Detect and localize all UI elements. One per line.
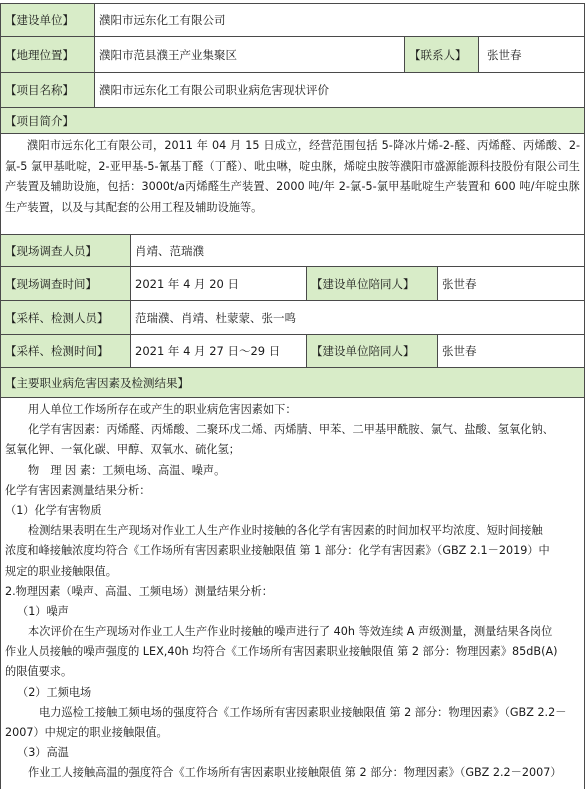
- result-line: 规定的职业接触限值。: [5, 564, 117, 578]
- contact-label: 【联系人】: [404, 37, 478, 72]
- result-line: 检测结果表明在生产现场对作业工人生产作业时接触的各化学有害因素的时间加权平均浓度、短时间接触: [28, 524, 543, 538]
- results-body: [0, 397, 585, 789]
- project-value: 濮阳市远东化工有限公司职业病危害现状评价: [94, 73, 585, 107]
- survey-time-label: 【现场调查时间】: [0, 267, 130, 300]
- intro-body: [0, 133, 585, 234]
- result-line: 用人单位工作场所存在或产生的职业病危害因素如下：: [28, 403, 297, 416]
- result-line: （1）噪声: [17, 604, 69, 618]
- sampling-staff-value: 范瑞濮、肖靖、杜蒙蒙、张一鸣: [130, 301, 585, 334]
- row-sampling-staff: [0, 300, 585, 334]
- location-label: 【地理位置】: [0, 37, 94, 72]
- project-label: 【项目名称】: [0, 73, 94, 107]
- row-survey-time: [0, 266, 585, 300]
- result-line: 本次评价在生产现场对作业工人生产作业时接触的噪声进行了 40h 等效连续 A 声级测量，测量结果各岗位: [28, 625, 553, 639]
- result-line: 浓度和峰接触浓度均符合《工作场所有害因素职业接触限值 第 1 部分：化学有害因素》（GBZ 2.1－2019）中: [5, 544, 550, 558]
- sampling-escort-value: 张世春: [437, 335, 585, 367]
- survey-escort-label: 【建设单位陪同人】: [306, 267, 437, 300]
- contact-value: 张世春: [478, 37, 585, 72]
- builder-value: 濮阳市远东化工有限公司: [94, 4, 585, 36]
- survey-escort-value: 张世春: [437, 267, 585, 300]
- sampling-staff-label: 【采样、检测人员】: [0, 301, 130, 334]
- result-line: 化学有害因素测量结果分析：: [5, 483, 151, 497]
- result-line: 作业人员接触的噪声强度的 LEX,40h 均符合《工作场所有害因素职业接触限值 第 2 部分：物理因素》85dB(A): [5, 645, 558, 659]
- result-line: 氢氧化钾、一氧化碳、甲醇、双氧水、硫化氢；: [5, 443, 240, 457]
- result-line: 的限值要求。: [5, 665, 73, 679]
- result-line: （2）工频电场: [17, 685, 92, 699]
- result-line: 化学有害因素：丙烯醛、丙烯酸、二聚环戊二烯、丙烯腈、甲苯、二甲基甲酰胺、氯气、盐酸、氢氧化钠、: [28, 423, 554, 437]
- sampling-escort-label: 【建设单位陪同人】: [306, 335, 437, 367]
- result-line: 2.物理因素（噪声、高温、工频电场）测量结果分析：: [5, 584, 273, 598]
- result-line: 2007）中规定的职业接触限值。: [5, 726, 168, 739]
- survey-time-value: 2021 年 4 月 20 日: [130, 267, 306, 300]
- result-line: 电力巡检工接触工频电场的强度符合《工作场所有害因素职业接触限值 第 2 部分：物理因素》（GBZ 2.2－: [39, 705, 567, 719]
- row-location: [0, 36, 585, 72]
- row-project: [0, 72, 585, 107]
- results-label: 【主要职业病危害因素及检测结果】: [0, 368, 585, 397]
- result-line: （3）高温: [17, 746, 69, 760]
- sampling-time-label: 【采样、检测时间】: [0, 335, 130, 367]
- row-sampling-time: [0, 334, 585, 367]
- row-intro-header: [0, 107, 585, 133]
- survey-staff-label: 【现场调查人员】: [0, 235, 130, 266]
- intro-text: 濮阳市远东化工有限公司，2011 年 04 月 15 日成立，经营范围包括 5-降冰片烯-2-醛、丙烯醛、丙烯酸、2-氯-5 氯甲基吡啶，2-亚甲基-5-氰基丁醛（丁醛）、吡虫啉，啶虫脒，烯啶虫胺等濮阳市盛源能源科技股份有限公司生产装置及辅助设施，包括：3000t/a丙烯醛生产装置、2000 吨/年 2-氯-5-氯甲基吡啶生产装置和 600 吨/年啶虫脒生产装置，以及与其配套的公用工程及辅助设施等。: [5, 139, 580, 214]
- intro-label: 【项目简介】: [0, 108, 585, 133]
- location-value: 濮阳市范县濮王产业集聚区: [94, 37, 404, 72]
- builder-label: 【建设单位】: [0, 4, 94, 36]
- result-line: （1）化学有害物质: [5, 503, 102, 517]
- row-survey-staff: [0, 234, 585, 266]
- result-line: 物 理 因 素：工频电场、高温、噪声。: [28, 463, 226, 477]
- sampling-time-value: 2021 年 4 月 27 日～29 日: [130, 335, 306, 367]
- survey-staff-value: 肖靖、范瑞濮: [130, 235, 585, 266]
- row-builder: [0, 3, 585, 36]
- row-results-header: [0, 367, 585, 397]
- result-line: 作业工人接触高温的强度符合《工作场所有害因素职业接触限值 第 2 部分：物理因素》（GBZ 2.2－2007）: [28, 766, 562, 780]
